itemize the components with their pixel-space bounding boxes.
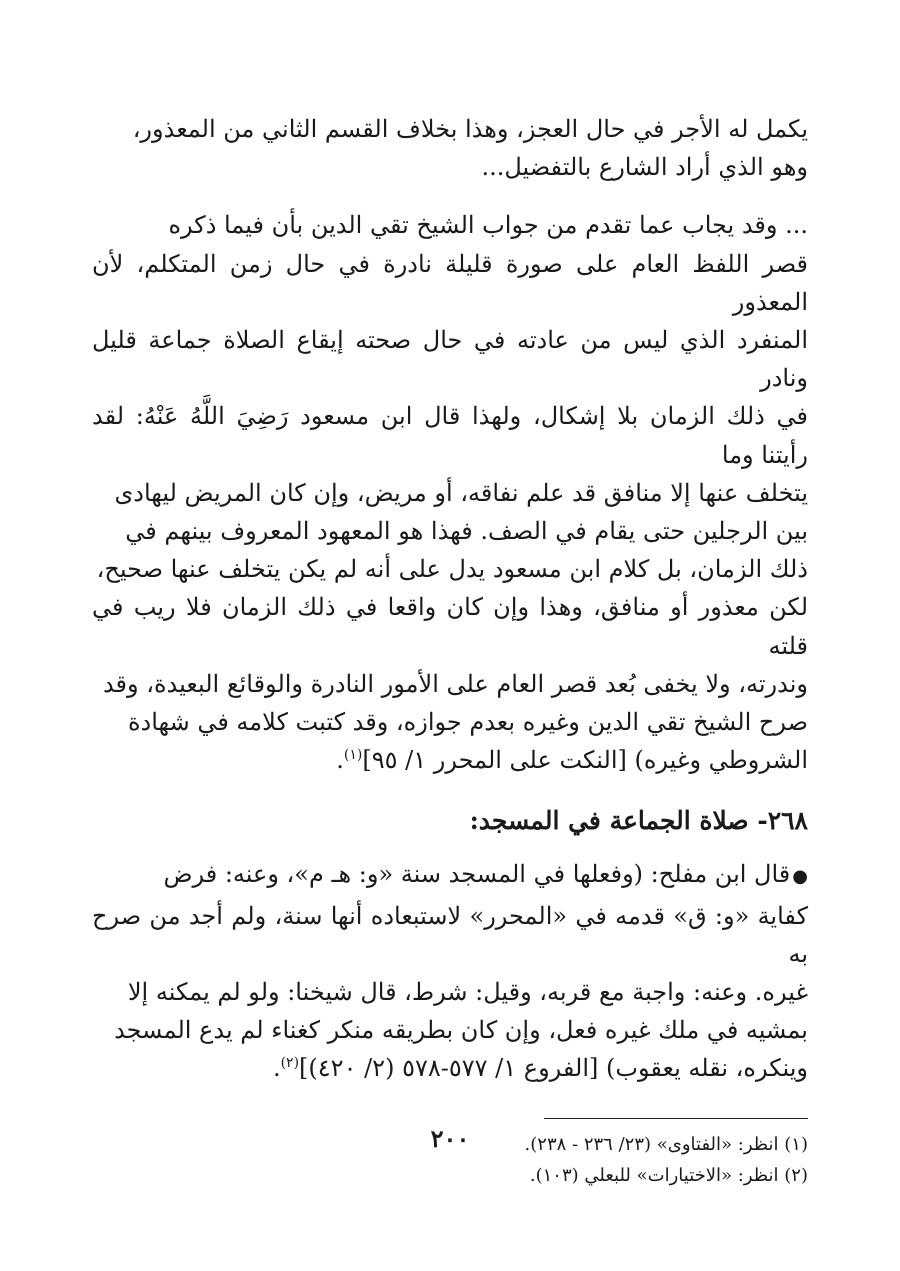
bullet-icon: ● [792,866,808,888]
text-line: قصر اللفظ العام على صورة قليلة نادرة في حال زمن المتكلم، لأن المعذور [92,249,808,316]
text-line: يتخلف عنها إلا منافق قد علم نفاقه، أو مريض، وإن كان المريض ليهادى [114,478,808,507]
text-line-body: قال ابن مفلح: (وفعلها في المسجد سنة «و: هـ م»، وعنه: فرض [163,860,791,889]
page-body [92,110,808,1191]
paragraph-3 [92,855,808,1087]
sentence-end: . [272,1054,281,1083]
sentence-end: . [336,746,344,775]
paragraph-1 [92,110,808,186]
text-line [92,1049,808,1087]
text-line: لكن معذور أو منافق، وهذا وإن كان واقعا في ذلك الزمان فلا ريب في قلته [92,593,808,660]
text-line: غيره. وعنه: واجبة مع قربه، وقيل: شرط، قال شيخنا: ولو لم يمكنه إلا [127,978,808,1007]
text-line: المنفرد الذي ليس من عادته في حال صحته إيقاع الصلاة جماعة قليل ونادر [92,326,808,393]
footnote-2: (٢) انظر: «الاختيارات» للبعلي (١٠٣). [529,1164,808,1186]
text-line: ذلك الزمان، بل كلام ابن مسعود يدل على أنه لم يكن يتخلف عنها صحيح، [96,555,808,584]
text-line: في ذلك الزمان بلا إشكال، ولهذا قال ابن مسعود رَضِيَ اللَّهُ عَنْهُ: لقد رأيتنا وما [92,402,808,469]
text-line: بمشيه في ملك غيره فعل، وإن كان بطريقه منكر كغناء لم يدع المسجد [114,1016,808,1045]
text-line-body: وينكره، نقله يعقوب) [الفروع ١/ ٥٧٧-٥٧٨ (٢/ ٤٢٠)] [299,1054,808,1083]
text-line: ... وقد يجاب عما تقدم من جواب الشيخ تقي الدين بأن فيما ذكره [168,211,808,240]
footnote-separator [544,1118,808,1119]
text-line: كفاية «و: ق» قدمه في «المحرر» لاستبعاده أنها سنة، ولم أجد من صرح به [92,901,808,968]
text-line: وهو الذي أراد الشارع بالتفضيل... [481,153,808,182]
text-line-body: الشروطي وغيره) [النكت على المحرر ١/ ٩٥] [362,746,808,775]
page-number: ٢٠٠ [430,1124,470,1153]
text-line [92,855,808,896]
footnote-1: (١) انظر: «الفتاوى» (٢٣/ ٢٣٦ - ٢٣٨). [524,1133,808,1155]
text-line: وندرته، ولا يخفى بُعد قصر العام على الأمور النادرة والوقائع البعيدة، وقد [102,669,808,698]
text-line [92,741,808,779]
footnote-ref-2[interactable]: (٢) [280,1055,300,1072]
text-line: يكمل له الأجر في حال العجز، وهذا بخلاف القسم الثاني من المعذور، [132,115,808,143]
text-line: بين الرجلين حتى يقام في الصف. فهذا هو المعهود المعروف بينهم في [125,517,808,546]
paragraph-2 [92,206,808,779]
footnote-ref-1[interactable]: (١) [343,747,363,764]
text-line: صرح الشيخ تقي الدين وغيره بعدم جوازه، وقد كتبت كلامه في شهادة [127,708,808,737]
section-heading: ٢٦٨- صلاة الجماعة في المسجد: [469,806,808,836]
